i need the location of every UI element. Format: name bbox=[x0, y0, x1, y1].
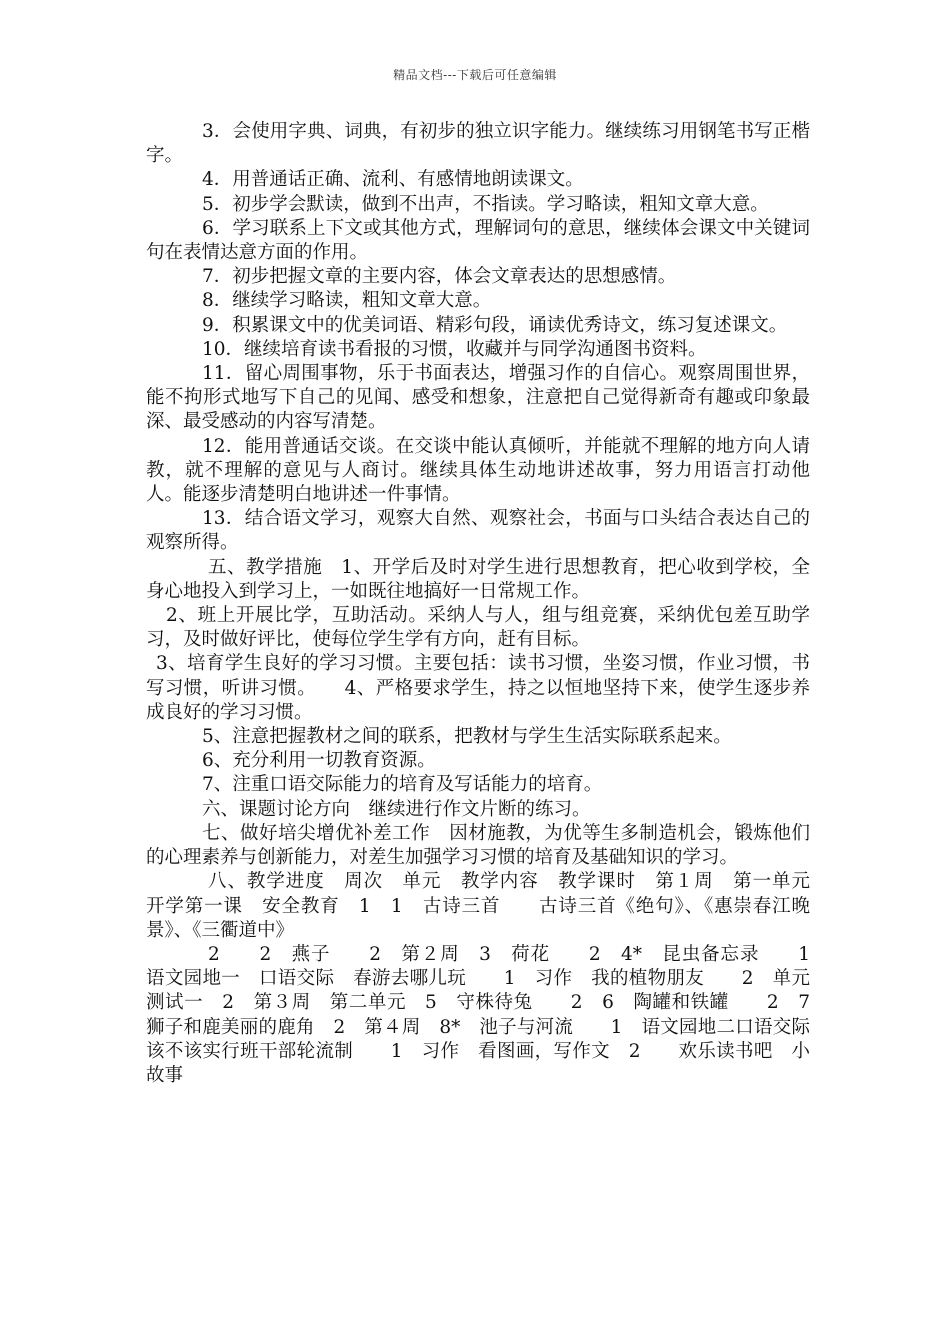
schedule-details: 2 2 燕子 2 第２周 3 荷花 2 4* 昆虫备忘录 1 语文园地一 口语交际 春游去哪儿玩 1 习作 我的植物朋友 2 单元测试一 2 第３周 第二单元 5 守株待兔 2 6 陶罐和铁罐 2 7 狮子和鹿美丽的鹿角 2 第４周 8* 池子与河流 1 语文园地二口语交际 该不该实行班干部轮流制 1 习作 看图画，写作文 2 欢乐读书吧 小故事 bbox=[146, 943, 829, 1086]
paragraph-item-6: 6．学习联系上下文或其他方式，理解词句的意思，继续体会课文中关键词句在表情达意方面的作用。 bbox=[146, 217, 810, 264]
measure-item-5: 5、注意把握教材之间的联系，把教材与学生生活实际联系起来。 bbox=[202, 726, 732, 748]
section-teaching-measures: 五、教学措施 1、开学后及时对学生进行思想教育，把心收到学校，全身心地投入到学习上，一如既往地搞好一日常规工作。 bbox=[146, 556, 810, 602]
document-body bbox=[146, 120, 829, 1088]
measure-item-2: 2、班上开展比学，互助活动。采纳人与人，组与组竞赛，采纳优包差互助学习，及时做好评比，使每位学生学有方向，赶有目标。 bbox=[146, 605, 810, 651]
paragraph-item-8: 8．继续学习略读，粗知文章大意。 bbox=[202, 290, 492, 312]
paragraph-item-7: 7．初步把握文章的主要内容，体会文章表达的思想感情。 bbox=[202, 266, 677, 288]
section-teaching-schedule: 八、教学进度 周次 单元 教学内容 教学课时 第１周 第一单元 开学第一课 安全教育 1 1 古诗三首 古诗三首《绝句》、《惠崇春江晚景》、《三衢道中》 bbox=[146, 871, 829, 941]
measure-item-7: 7、注重口语交际能力的培育及写话能力的培育。 bbox=[202, 774, 603, 796]
paragraph-item-11: 11．留心周围事物，乐于书面表达，增强习作的自信心。观察周围世界，能不拘形式地写下自己的见闻、感受和想象，注意把自己觉得新奇有趣或印象最深、最受感动的内容写清楚。 bbox=[146, 363, 810, 433]
measure-item-6: 6、充分利用一切教育资源。 bbox=[202, 750, 436, 772]
measure-item-3-4: 3、培育学生良好的学习习惯。主要包括：读书习惯，坐姿习惯，作业习惯，书写习惯，听讲习惯。 4、严格要求学生，持之以恒地坚持下来，使学生逐步养成良好的学习习惯。 bbox=[146, 653, 810, 723]
paragraph-item-10: 10．继续培育读书看报的习惯，收藏并与同学沟通图书资料。 bbox=[202, 338, 707, 360]
paragraph-item-12: 12．能用普通话交谈。在交谈中能认真倾听，并能就不理解的地方向人请教，就不理解的意见与人商讨。继续具体生动地讲述故事，努力用语言打动他人。能逐步清楚明白地讲述一件事情。 bbox=[146, 435, 810, 506]
page-header: 精品文档---下载后可任意编辑 bbox=[393, 68, 557, 82]
paragraph-item-4: 4．用普通话正确、流利、有感情地朗读课文。 bbox=[202, 169, 584, 191]
paragraph-item-9: 9．积累课文中的优美词语、精彩句段，诵读优秀诗文，练习复述课文。 bbox=[202, 314, 788, 336]
paragraph-item-3: 3．会使用字典、词典，有初步的独立识字能力。继续练习用钢笔书写正楷字。 bbox=[146, 121, 810, 167]
section-research-direction: 六、课题讨论方向 继续进行作文片断的练习。 bbox=[202, 798, 591, 820]
paragraph-item-13: 13．结合语文学习，观察大自然、观察社会，书面与口头结合表达自己的观察所得。 bbox=[146, 508, 810, 554]
paragraph-item-5: 5．初步学会默读，做到不出声，不指读。学习略读，粗知文章大意。 bbox=[202, 193, 769, 215]
section-tutoring-work: 七、做好培尖增优补差工作 因材施教，为优等生多制造机会，锻炼他们的心理素养与创新能力，对差生加强学习习惯的培育及基础知识的学习。 bbox=[146, 822, 810, 869]
